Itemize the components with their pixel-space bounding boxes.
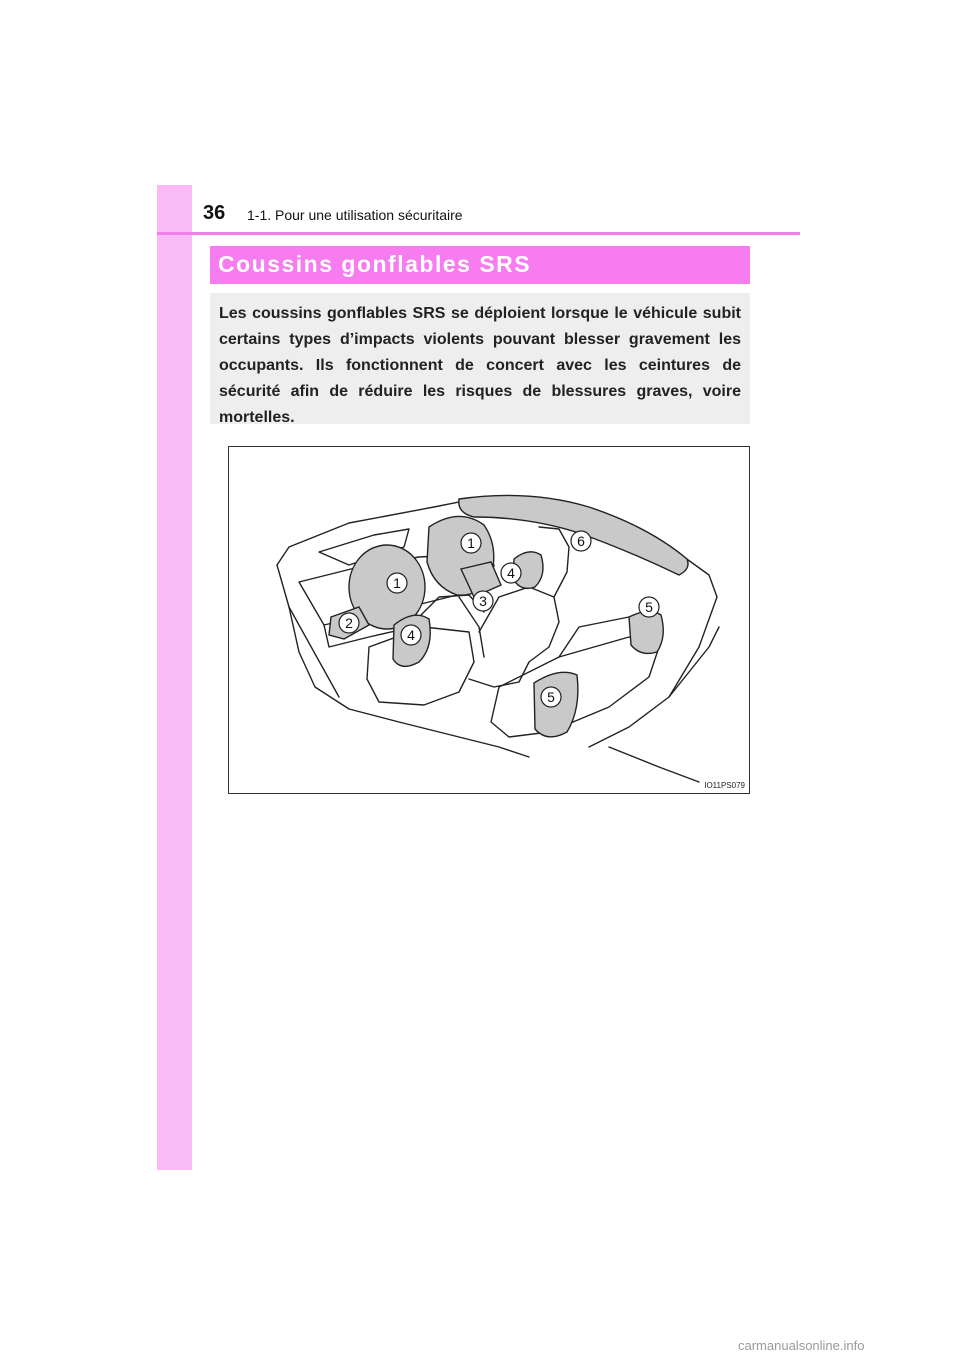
svg-text:1: 1: [467, 535, 475, 551]
svg-text:4: 4: [407, 627, 415, 643]
sill-line: [609, 747, 699, 782]
section-title-bar: [210, 246, 750, 284]
callout-4-passenger: [501, 563, 521, 583]
section-title: Coussins gonflables SRS: [218, 251, 532, 277]
figure-code: IO11PS079: [704, 781, 745, 790]
intro-text: Les coussins gonflables SRS se déploient lorsque le véhicule subit certains types d’impacts violents pouvant blesser gravement les occupants. Ils fonctionnent de concert avec les ceintures de sécurité afin de réduire les risques de blessures graves, voire mortelles.: [219, 305, 741, 426]
page-number: 36: [203, 202, 226, 224]
car-interior-drawing: [229, 447, 749, 793]
intro-box: [210, 293, 750, 424]
callout-1-driver: [387, 573, 407, 593]
svg-text:4: 4: [507, 565, 515, 581]
header-rule: [157, 232, 800, 235]
rear-side-airbag-right: [629, 611, 663, 653]
watermark: carmanualsonline.info: [738, 1338, 865, 1353]
side-accent-strip: [157, 185, 192, 1170]
running-header: 1-1. Pour une utilisation sécuritaire: [247, 207, 463, 223]
callout-2: [339, 613, 359, 633]
door-line-rear: [669, 627, 719, 697]
airbag-illustration: [228, 446, 750, 794]
callout-6: [571, 531, 591, 551]
callout-5-rear-right: [639, 597, 659, 617]
svg-text:3: 3: [479, 593, 487, 609]
passenger-headrest: [539, 527, 569, 597]
callout-3: [473, 591, 493, 611]
svg-text:6: 6: [577, 533, 585, 549]
callout-1-passenger: [461, 533, 481, 553]
callout-4-driver: [401, 625, 421, 645]
svg-text:2: 2: [345, 615, 353, 631]
svg-text:5: 5: [547, 689, 555, 705]
svg-text:5: 5: [645, 599, 653, 615]
callout-5-rear-left: [541, 687, 561, 707]
svg-text:1: 1: [393, 575, 401, 591]
